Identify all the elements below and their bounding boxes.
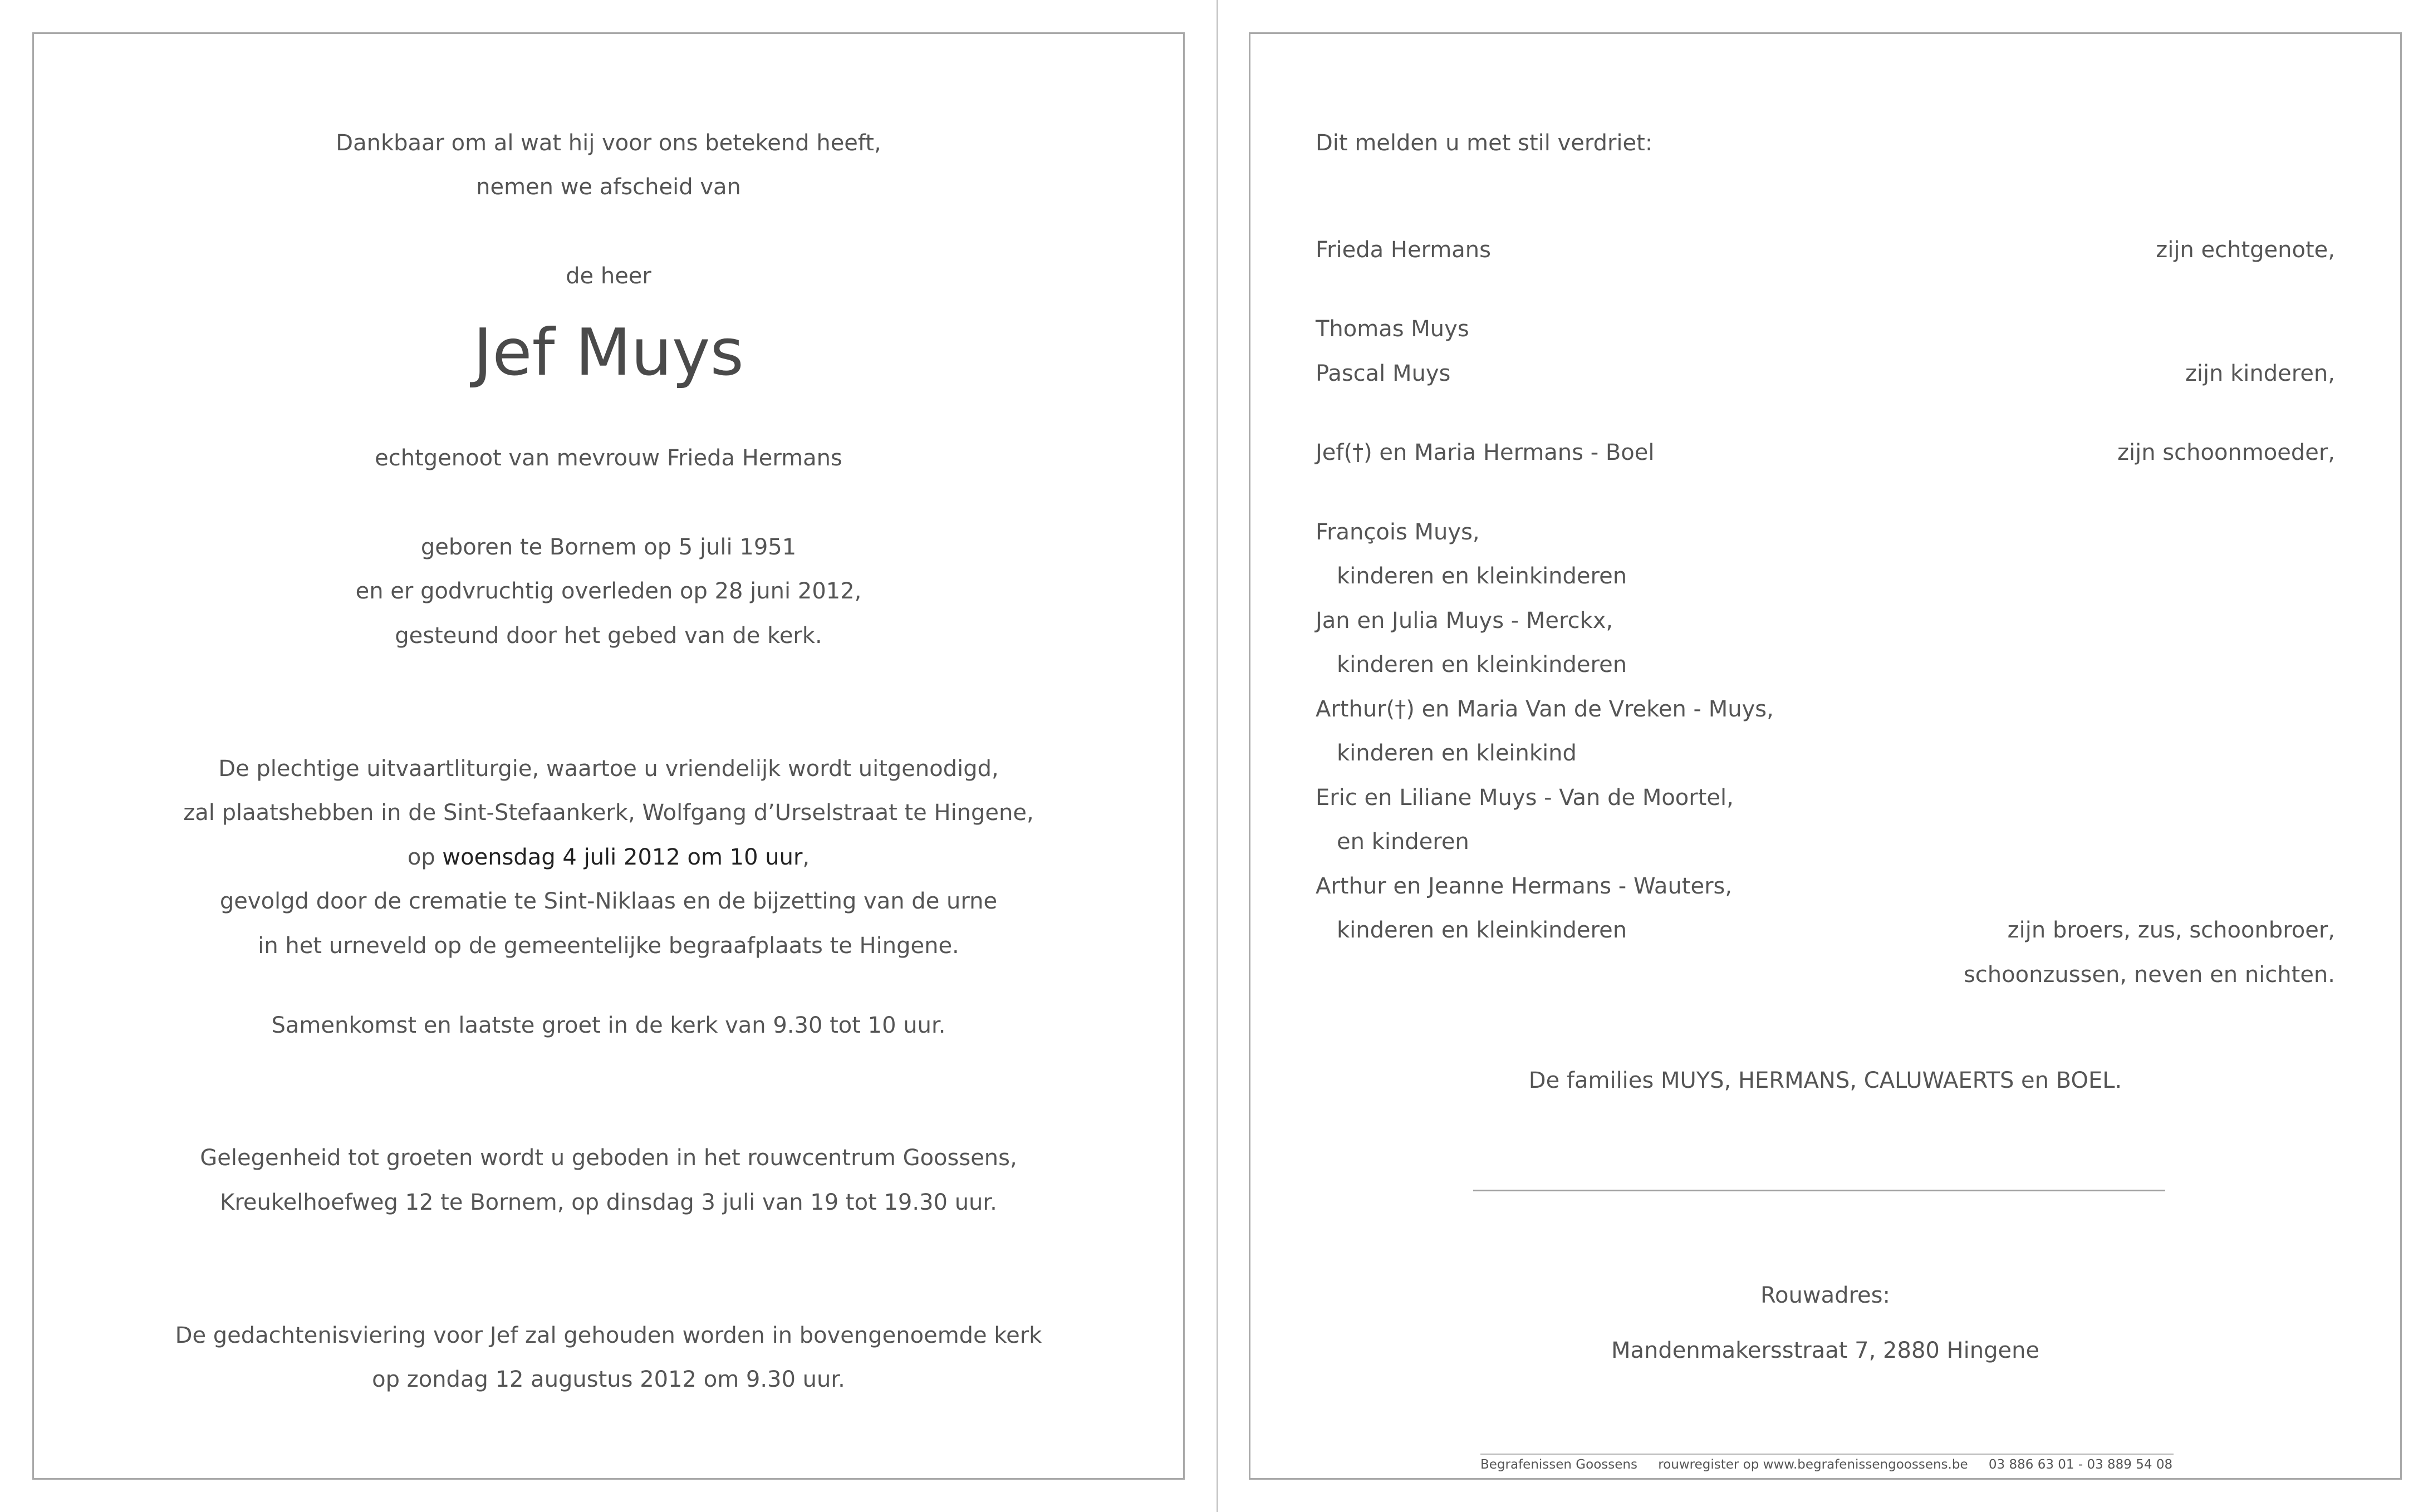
child-name: Thomas Muys: [1316, 316, 1469, 342]
service-line-2: zal plaatshebben in de Sint-Stefaankerk, Wolfgang d’Urselstraat te Hingene,: [183, 800, 1034, 826]
mourning-address: Mandenmakersstraat 7, 2880 Hingene: [1611, 1338, 2040, 1363]
visitation-line-1: Gelegenheid tot groeten wordt u geboden in het rouwcentrum Goossens,: [200, 1145, 1017, 1171]
inlaws-role: zijn schoonmoeder,: [2117, 440, 2335, 465]
left-panel: [32, 32, 1185, 1480]
divider: [1473, 1190, 2165, 1191]
service-line-1: De plechtige uitvaartliturgie, waartoe u vriendelijk wordt uitgenodigd,: [218, 756, 999, 782]
spouse-name: Frieda Hermans: [1316, 237, 1491, 263]
sibling-line: François Muys,: [1316, 519, 1480, 545]
children-role: zijn kinderen,: [2185, 361, 2335, 386]
siblings-role-2: schoonzussen, neven en nichten.: [1963, 962, 2335, 988]
sibling-family-line: kinderen en kleinkinderen: [1337, 563, 1627, 589]
service-line-3: [34, 846, 1183, 868]
center-fold: [1216, 0, 1218, 1512]
intro-line-1: Dankbaar om al wat hij voor ons betekend heeft,: [336, 130, 881, 156]
service-line-5: in het urneveld op de gemeentelijke begraafplaats te Hingene.: [258, 933, 959, 959]
service-date: woensdag 4 juli 2012 om 10 uur: [442, 845, 803, 870]
deceased-name: Jef Muys: [473, 315, 744, 390]
register-link[interactable]: rouwregister op www.begrafenissengoossens.be: [1658, 1457, 1968, 1472]
right-panel: [1249, 32, 2402, 1480]
funeral-home-footer: [1480, 1457, 2189, 1472]
footer-rule: [1480, 1454, 2174, 1455]
birth-line: geboren te Bornem op 5 juli 1951: [420, 534, 797, 560]
announcement-intro: Dit melden u met stil verdriet:: [1316, 130, 1653, 156]
intro-line-2: nemen we afscheid van: [476, 174, 741, 200]
church-prayer-line: gesteund door het gebed van de kerk.: [395, 623, 822, 649]
families-line: De families MUYS, HERMANS, CALUWAERTS en BOEL.: [1528, 1068, 2122, 1093]
phone-numbers: 03 886 63 01 - 03 889 54 08: [1988, 1457, 2173, 1472]
sibling-line: Arthur(†) en Maria Van de Vreken - Muys,: [1316, 696, 1774, 722]
gathering-line: Samenkomst en laatste groet in de kerk van 9.30 tot 10 uur.: [271, 1013, 946, 1038]
sibling-family-line: kinderen en kleinkinderen: [1337, 652, 1627, 678]
sibling-family-line: kinderen en kleinkinderen: [1337, 917, 1627, 943]
sibling-family-line: en kinderen: [1337, 829, 1469, 855]
sibling-line: Eric en Liliane Muys - Van de Moortel,: [1316, 785, 1734, 811]
service-suffix: ,: [802, 845, 810, 870]
spouse-line: echtgenoot van mevrouw Frieda Hermans: [375, 445, 842, 471]
service-prefix: op: [407, 845, 443, 870]
visitation-line-2: Kreukelhoefweg 12 te Bornem, op dinsdag 3 juli van 19 tot 19.30 uur.: [220, 1190, 997, 1215]
child-name: Pascal Muys: [1316, 361, 1451, 386]
death-line: en er godvruchtig overleden op 28 juni 2012,: [355, 578, 862, 604]
service-line-4: gevolgd door de crematie te Sint-Niklaas en de bijzetting van de urne: [219, 888, 998, 914]
siblings-role-1: zijn broers, zus, schoonbroer,: [2007, 917, 2335, 943]
sibling-line: Jan en Julia Muys - Merckx,: [1316, 608, 1613, 634]
funeral-home-name: Begrafenissen Goossens: [1480, 1457, 1637, 1472]
spouse-role: zijn echtgenote,: [2156, 237, 2335, 263]
sibling-line: Arthur en Jeanne Hermans - Wauters,: [1316, 873, 1733, 899]
inlaws-name: Jef(†) en Maria Hermans - Boel: [1316, 440, 1655, 465]
sibling-family-line: kinderen en kleinkind: [1337, 740, 1577, 766]
address-label: Rouwadres:: [1760, 1283, 1890, 1308]
memorial-line-1: De gedachtenisviering voor Jef zal gehouden worden in bovengenoemde kerk: [175, 1323, 1042, 1348]
memorial-line-2: op zondag 12 augustus 2012 om 9.30 uur.: [372, 1367, 845, 1392]
honorific: de heer: [566, 263, 651, 289]
